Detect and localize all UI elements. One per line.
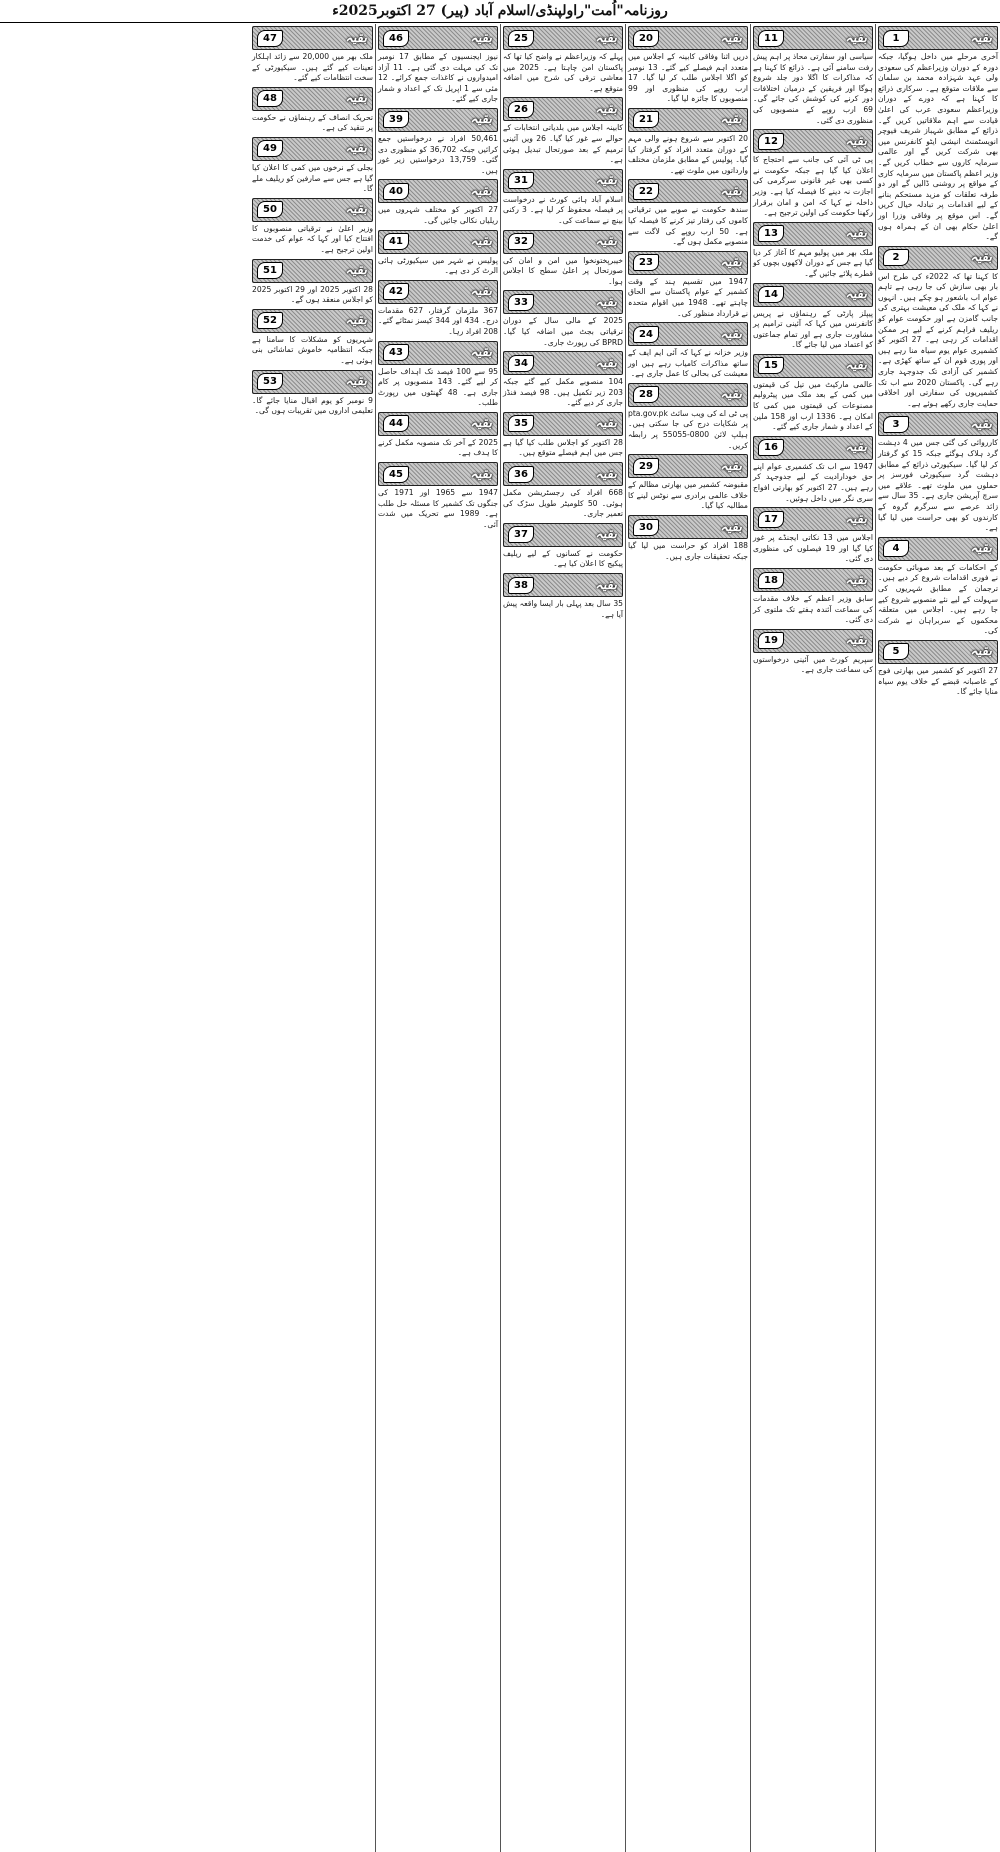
continuation-number: 42 [383, 283, 409, 300]
continuation-banner [753, 222, 873, 246]
article-body: حکومت نے کسانوں کے لیے ریلیف پیکیج کا اعلان کیا ہے۔ [503, 548, 623, 569]
continuation-section [628, 26, 748, 105]
article-body: 188 افراد کو حراست میں لیا گیا جبکہ تحقیقات جاری ہیں۔ [628, 541, 748, 561]
continuation-label: بقیہ [344, 374, 370, 389]
article-body: 28 اکتوبر 2025 اور 29 اکتوبر 2025 کو اجلاس منعقد ہوں گے۔ [252, 284, 374, 305]
continuation-number: 33 [508, 294, 534, 311]
continuation-label: بقیہ [719, 112, 745, 128]
article-body: مقبوضہ کشمیر میں بھارتی مظالم کے خلاف عالمی برادری سے نوٹس لینے کا مطالبہ کیا گیا۔ [628, 480, 748, 511]
column-3 [625, 24, 750, 1852]
continuation-section [503, 169, 623, 227]
continuation-number: 15 [758, 357, 784, 374]
continuation-label: بقیہ [719, 519, 745, 535]
continuation-number: 16 [758, 439, 784, 456]
continuation-number: 29 [633, 458, 659, 475]
continuation-section [878, 412, 998, 533]
article-body: تحریک انصاف کے رہنماؤں نے حکومت پر تنقید کی ہے۔ [252, 112, 373, 133]
continuation-banner [628, 515, 748, 539]
column-1 [875, 24, 1000, 1852]
continuation-label: بقیہ [469, 345, 495, 360]
continuation-number: 37 [508, 526, 534, 543]
continuation-section [628, 108, 748, 176]
continuation-section [378, 230, 498, 277]
continuation-label: بقیہ [594, 30, 620, 46]
continuation-number: 38 [508, 577, 534, 594]
continuation-section [628, 251, 748, 319]
continuation-label: بقیہ [844, 133, 870, 149]
continuation-number: 50 [257, 201, 283, 218]
newspaper-page [0, 24, 1000, 1852]
continuation-banner [878, 640, 998, 664]
continuation-banner [378, 26, 498, 50]
column-4 [500, 24, 625, 1852]
continuation-banner [378, 341, 498, 365]
continuation-section [628, 179, 748, 247]
continuation-number: 5 [883, 643, 909, 660]
continuation-label: بقیہ [469, 30, 495, 46]
continuation-label: بقیہ [469, 183, 495, 199]
article-body: ملک بھر میں 20,000 سے زائد اہلکار تعینات کیے گئے ہیں۔ سیکیورٹی کے سخت انتظامات کیے گئے۔ [252, 52, 373, 83]
continuation-number: 40 [383, 183, 409, 200]
continuation-banner [878, 412, 998, 436]
continuation-banner [378, 230, 498, 254]
continuation-section [378, 179, 498, 226]
continuation-banner [503, 351, 623, 375]
continuation-section [252, 370, 373, 417]
continuation-section [503, 230, 623, 288]
continuation-banner [503, 290, 623, 314]
continuation-banner [753, 568, 873, 592]
continuation-banner [252, 309, 373, 333]
continuation-number: 53 [257, 373, 283, 390]
continuation-number: 24 [633, 326, 659, 343]
continuation-banner [252, 370, 373, 394]
continuation-number: 30 [633, 519, 659, 536]
continuation-section [252, 259, 373, 306]
continuation-number: 22 [633, 183, 659, 200]
continuation-section [628, 322, 748, 380]
article-body: اجلاس میں 13 نکاتی ایجنڈے پر غور کیا گیا اور 19 فیصلوں کی منظوری دی گئی۔ [753, 533, 873, 564]
article-body: کابینہ اجلاس میں بلدیاتی انتخابات کے حوالے سے غور کیا گیا۔ 26 ویں آئینی ترمیم کے بعد صورتحال تبدیل ہوئی ہے۔ [503, 123, 623, 165]
article-body: سندھ حکومت نے صوبے میں ترقیاتی کاموں کی رفتار تیز کرنے کا فیصلہ کیا ہے۔ 50 ارب روپے کی لاگت سے منصوبے مکمل ہوں گے۔ [628, 205, 748, 247]
continuation-number: 21 [633, 111, 659, 128]
continuation-section [878, 26, 998, 243]
continuation-number: 49 [257, 140, 283, 157]
continuation-label: بقیہ [469, 466, 495, 482]
continuation-label: بقیہ [469, 416, 495, 432]
continuation-number: 12 [758, 133, 784, 150]
article-body: وزیر خزانہ نے کہا کہ آئی ایم ایف کے ساتھ مذاکرات کامیاب رہے ہیں اور معیشت کی بحالی کا عمل جاری ہے۔ [628, 348, 748, 379]
article-body: 1947 سے 1965 اور 1971 کی جنگوں تک کشمیر کا مسئلہ حل طلب ہے۔ 1989 سے تحریک میں شدت آئی۔ [378, 488, 499, 529]
continuation-number: 39 [383, 111, 409, 128]
article-body: 27 اکتوبر کو کشمیر میں بھارتی فوج کے غاصبانہ قبضے کے خلاف یوم سیاہ منایا جائے گا۔ [878, 665, 998, 697]
article-body: پہلے کہ وزیراعظم نے واضح کیا تھا کہ پاکستان امن چاہتا ہے۔ 2025 میں معاشی ترقی کی شرح میں اضافہ متوقع ہے۔ [503, 52, 623, 93]
article-body: پولیس نے شہر میں سیکیورٹی ہائی الرٹ کر دی ہے۔ [378, 255, 498, 276]
article-body: کارروائی کی گئی جس میں 4 دہشت گرد ہلاک ہوگئے جبکہ 15 کو گرفتار کر لیا گیا۔ سیکیورٹی ذرائع کے مطابق دہشت گرد سیکیورٹی فورسز پر حملوں میں ملوث تھے۔ علاقے میں سرچ آپریشن جاری ہے۔ 35 سال سے زائد عرصے سے سرگرم گروہ کے کارندوں کو بھی حراست میں لیا گیا ہے۔ [878, 438, 999, 533]
article-body: نیوز ایجنسیوں کے مطابق 17 نومبر تک کی مہلت دی گئی ہے۔ 11 آزاد امیدواروں نے کاغذات جمع کرائے۔ 12 مئی سے 1 اپریل تک کے اعداد و شمار جاری کیے گئے۔ [378, 52, 499, 104]
continuation-banner [753, 129, 873, 153]
continuation-label: بقیہ [719, 183, 745, 199]
article-body: 35 سال بعد پہلی بار ایسا واقعہ پیش آیا ہے۔ [503, 599, 623, 619]
continuation-section [252, 137, 373, 195]
continuation-number: 51 [257, 262, 283, 279]
continuation-section [878, 537, 998, 637]
continuation-section [878, 640, 998, 698]
continuation-label: بقیہ [844, 226, 870, 242]
continuation-label: بقیہ [844, 511, 870, 527]
continuation-section [252, 198, 373, 256]
continuation-label: بقیہ [344, 141, 370, 157]
continuation-label: بقیہ [844, 572, 870, 588]
continuation-number: 43 [383, 344, 409, 361]
continuation-number: 44 [383, 415, 409, 432]
article-body: اسلام آباد ہائی کورٹ نے درخواست پر فیصلہ محفوظ کر لیا ہے۔ 3 رکنی بینچ نے سماعت کی۔ [503, 194, 623, 225]
continuation-number: 32 [508, 233, 534, 250]
continuation-label: بقیہ [594, 294, 620, 310]
continuation-label: بقیہ [344, 313, 370, 329]
continuation-number: 34 [508, 355, 534, 372]
continuation-banner [753, 507, 873, 531]
continuation-label: بقیہ [844, 440, 870, 456]
continuation-number: 2 [883, 249, 909, 266]
continuation-banner [252, 198, 373, 222]
continuation-banner [252, 259, 373, 283]
article-body: پی ٹی اے کی ویب سائٹ pta.gov.pk پر شکایات درج کی جا سکتی ہیں۔ ہیلپ لائن 0800-55055 پر رابطہ کریں۔ [628, 408, 748, 450]
continuation-banner [628, 26, 748, 50]
continuation-label: بقیہ [969, 644, 995, 660]
continuation-number: 20 [633, 30, 659, 47]
continuation-section [753, 26, 873, 126]
article-body: 50,461 افراد نے درخواستیں جمع کرائیں جبکہ 36,702 کو منظوری دی گئی۔ 13,759 درخواستیں زیر غور ہیں۔ [378, 133, 498, 175]
continuation-number: 35 [508, 415, 534, 432]
continuation-banner [503, 412, 623, 436]
article-body: 2025 کے آخر تک منصوبہ مکمل کرنے کا ہدف ہے۔ [378, 437, 498, 458]
continuation-banner [753, 436, 873, 460]
article-body: 95 سے 100 فیصد تک اہداف حاصل کر لیے گئے۔ 143 منصوبوں پر کام جاری ہے۔ 48 گھنٹوں میں رپورٹ طلب۔ [378, 366, 499, 408]
continuation-label: بقیہ [844, 358, 870, 374]
masthead-dateline: روزنامہ"اُمت"راولپنڈی/اسلام آباد (پیر) 27 اکتوبر2025ء [0, 0, 1000, 23]
continuation-banner [378, 108, 498, 132]
continuation-label: بقیہ [469, 234, 495, 250]
continuation-section [503, 351, 623, 409]
article-body: 367 ملزمان گرفتار، 627 مقدمات درج۔ 434 اور 344 کیسز نمٹائے گئے۔ 208 افراد رہا۔ [378, 305, 498, 336]
continuation-label: بقیہ [344, 30, 370, 46]
continuation-banner [378, 280, 498, 304]
continuation-number: 1 [883, 30, 909, 47]
continuation-banner [878, 26, 998, 50]
continuation-number: 45 [383, 466, 409, 483]
continuation-number: 48 [257, 90, 283, 107]
continuation-section [753, 129, 873, 219]
article-body: وزیر اعلیٰ نے ترقیاتی منصوبوں کا افتتاح کیا اور کہا کہ عوام کی خدمت اولین ترجیح ہے۔ [252, 223, 373, 254]
continuation-banner [628, 322, 748, 346]
continuation-number: 47 [257, 30, 283, 47]
continuation-section [252, 309, 373, 367]
continuation-banner [252, 87, 373, 111]
continuation-banner [753, 26, 873, 50]
continuation-section [378, 280, 498, 338]
continuation-section [753, 222, 873, 280]
continuation-number: 13 [758, 225, 784, 242]
continuation-label: بقیہ [594, 234, 620, 250]
continuation-section [753, 568, 873, 626]
continuation-section [753, 283, 873, 351]
continuation-label: بقیہ [594, 101, 620, 117]
article-body: 1947 سے اب تک کشمیری عوام اپنے حق خودارادیت کے لیے جدوجہد کر رہے ہیں۔ 27 اکتوبر کو بھارتی افواج سری نگر میں داخل ہوئیں۔ [753, 461, 873, 503]
continuation-label: بقیہ [344, 202, 370, 218]
continuation-section [503, 97, 623, 165]
continuation-label: بقیہ [594, 527, 620, 543]
continuation-banner [628, 251, 748, 275]
continuation-label: بقیہ [594, 577, 620, 593]
article-body: 104 منصوبے مکمل کیے گئے جبکہ 203 زیر تکمیل ہیں۔ 98 فیصد فنڈز جاری کر دیے گئے۔ [503, 377, 623, 408]
continuation-section [753, 629, 873, 676]
continuation-banner [503, 169, 623, 193]
continuation-label: بقیہ [594, 355, 620, 371]
continuation-number: 23 [633, 254, 659, 271]
continuation-banner [503, 230, 623, 254]
continuation-label: بقیہ [719, 458, 745, 474]
article-body: 27 اکتوبر کو مختلف شہروں میں ریلیاں نکالی جائیں گی۔ [378, 205, 498, 225]
column-6 [250, 24, 375, 1852]
continuation-number: 26 [508, 101, 534, 118]
continuation-number: 3 [883, 416, 909, 433]
continuation-label: بقیہ [469, 284, 495, 300]
continuation-banner [753, 283, 873, 307]
continuation-number: 17 [758, 511, 784, 528]
article-body: دریں اثنا وفاقی کابینہ کے اجلاس میں متعدد اہم فیصلے کیے گئے۔ 13 نومبر کو اگلا اجلاس طلب کر لیا گیا۔ 17 ارب روپے کی منظوری اور 99 منصوبوں کا جائزہ لیا گیا۔ [628, 52, 748, 104]
column-2 [750, 24, 875, 1852]
continuation-section [503, 412, 623, 459]
continuation-banner [503, 462, 623, 486]
continuation-banner [878, 537, 998, 561]
article-body: خیبرپختونخوا میں امن و امان کی صورتحال پر اعلیٰ سطح کا اجلاس ہوا۔ [503, 255, 623, 286]
continuation-banner [628, 179, 748, 203]
continuation-banner [503, 573, 623, 597]
article-body: 1947 میں تقسیم ہند کے وقت کشمیر کے عوام پاکستان سے الحاق چاہتے تھے۔ 1948 میں اقوام متحدہ نے قرارداد منظور کی۔ [628, 276, 748, 318]
continuation-number: 31 [508, 172, 534, 189]
column-5 [375, 24, 500, 1852]
article-body: عالمی مارکیٹ میں تیل کی قیمتوں میں کمی کے بعد ملک میں پیٹرولیم مصنوعات کی قیمتوں میں کمی کا امکان ہے۔ 1336 ارب اور 158 ملین کے اعداد و شمار جاری کیے گئے۔ [753, 379, 873, 432]
continuation-banner [628, 108, 748, 132]
article-body: 668 افراد کی رجسٹریشن مکمل ہوئی۔ 50 کلومیٹر طویل سڑک کی تعمیر جاری۔ [503, 488, 623, 519]
continuation-number: 36 [508, 466, 534, 483]
continuation-label: بقیہ [469, 112, 495, 128]
continuation-label: بقیہ [594, 416, 620, 432]
continuation-label: بقیہ [719, 387, 745, 403]
continuation-number: 14 [758, 286, 784, 303]
continuation-banner [753, 629, 873, 653]
continuation-section [753, 507, 873, 565]
article-body: شہریوں کو مشکلات کا سامنا ہے جبکہ انتظامیہ خاموش تماشائی بنی ہوئی ہے۔ [252, 334, 373, 365]
continuation-banner [878, 246, 998, 270]
continuation-banner [628, 454, 748, 478]
continuation-banner [503, 97, 623, 121]
continuation-banner [503, 26, 623, 50]
continuation-label: بقیہ [344, 91, 370, 107]
continuation-label: بقیہ [969, 30, 995, 46]
continuation-section [503, 26, 623, 94]
article-body: کے احکامات کے بعد صوبائی حکومت نے فوری اقدامات شروع کر دیے ہیں۔ ترجمان کے مطابق شہریوں کی سہولت کے لیے نئے منصوبے شروع کیے جا رہے ہیں۔ اجلاس میں متعلقہ محکموں کے سربراہان نے شرکت کی۔ [878, 562, 998, 636]
continuation-section [378, 26, 498, 105]
article-body: 28 اکتوبر کو اجلاس طلب کیا گیا ہے جس میں اہم فیصلے متوقع ہیں۔ [503, 437, 623, 458]
article-body: سپریم کورٹ میں آئینی درخواستوں کی سماعت جاری ہے۔ [753, 654, 873, 675]
continuation-section [503, 573, 623, 620]
continuation-section [378, 412, 498, 459]
continuation-number: 41 [383, 233, 409, 250]
article-body: ملک بھر میں پولیو مہم کا آغاز کر دیا گیا ہے جس کے دوران لاکھوں بچوں کو قطرے پلائے جائیں گے۔ [753, 247, 873, 278]
article-body: سابق وزیر اعظم کے خلاف مقدمات کی سماعت آئندہ ہفتے تک ملتوی کر دی گئی۔ [753, 594, 873, 625]
continuation-label: بقیہ [344, 263, 370, 279]
continuation-section [878, 246, 998, 410]
continuation-section [503, 290, 623, 348]
continuation-section [753, 436, 873, 504]
continuation-label: بقیہ [844, 633, 870, 649]
continuation-label: بقیہ [719, 255, 745, 271]
continuation-label: بقیہ [719, 30, 745, 46]
continuation-banner [628, 383, 748, 407]
continuation-number: 18 [758, 572, 784, 589]
continuation-section [252, 87, 373, 134]
article-body: 20 اکتوبر سے شروع ہونے والی مہم کے دوران متعدد افراد کو گرفتار کیا گیا۔ پولیس کے مطابق ملزمان مختلف وارداتوں میں ملوث تھے۔ [628, 133, 748, 175]
continuation-section [503, 462, 623, 520]
continuation-label: بقیہ [969, 250, 995, 266]
continuation-banner [753, 354, 873, 378]
article-body: 2025 کے مالی سال کے دوران ترقیاتی بجٹ میں اضافہ کیا گیا۔ BPRD کی رپورٹ جاری۔ [503, 316, 623, 347]
continuation-section [378, 341, 498, 409]
continuation-section [628, 515, 748, 562]
continuation-label: بقیہ [594, 173, 620, 189]
continuation-label: بقیہ [969, 416, 995, 432]
article-body: پیپلز پارٹی کے رہنماؤں نے پریس کانفرنس میں کہا کہ آئینی ترامیم پر مشاورت جاری ہے اور تمام جماعتوں کو اعتماد میں لیا جائے گا۔ [753, 308, 873, 350]
continuation-number: 11 [758, 30, 784, 47]
continuation-number: 4 [883, 540, 909, 557]
continuation-label: بقیہ [844, 287, 870, 302]
continuation-label: بقیہ [594, 466, 620, 482]
article-body: 9 نومبر کو یوم اقبال منایا جائے گا۔ تعلیمی اداروں میں تقریبات ہوں گی۔ [252, 395, 373, 416]
continuation-number: 46 [383, 30, 409, 47]
continuation-section [378, 462, 498, 530]
article-body: پی ٹی آئی کی جانب سے احتجاج کا اعلان کیا گیا ہے جبکہ حکومت نے کسی بھی غیر قانونی سرگرمی کی اجازت نہ دینے کا فیصلہ کیا ہے۔ وزیر داخلہ نے کہا کہ امن و امان برقرار رکھنا حکومت کی اولین ترجیح ہے۔ [753, 155, 873, 218]
continuation-banner [252, 26, 373, 50]
article-body: بجلی کے نرخوں میں کمی کا اعلان کیا گیا ہے جس سے صارفین کو ریلیف ملے گا۔ [252, 162, 373, 194]
article-body: آخری مرحلے میں داخل ہوگیا، جبکہ دورہ کے دوران وزیراعظم کی سعودی ولی عہد شہزادہ محمد بن سلمان سے ملاقات متوقع ہے۔ سرکاری ذرائع کا کہنا ہے کہ دورے کے دوران وزیراعظم سعودی عرب کی اعلیٰ قیادت سے اہم ملاقاتیں کریں گے۔ ذرائع کے مطابق شہباز شریف فیوچر انویسٹمنٹ انیشی ایٹو کانفرنس میں بھی شرکت کریں گے اور عالمی سرمایہ کاروں سے خطاب کریں گے۔ وزیر اعظم پاکستان میں سرمایہ کاری کے مواقع پر روشنی ڈالیں گے اور دو طرفہ تعلقات کو مزید مستحکم بنانے کے لیے اقدامات پر تبادلہ خیال کریں گے۔ اس موقع پر وفاقی وزرا اور اعلیٰ حکام بھی ان کے ہمراہ ہوں گے۔ [878, 52, 998, 242]
continuation-section [753, 354, 873, 433]
continuation-number: 28 [633, 386, 659, 403]
continuation-section [378, 108, 498, 176]
continuation-banner [378, 462, 498, 486]
continuation-section [252, 26, 373, 84]
continuation-section [628, 383, 748, 451]
continuation-number: 25 [508, 30, 534, 47]
continuation-banner [503, 523, 623, 547]
continuation-section [503, 523, 623, 570]
continuation-banner [378, 412, 498, 436]
article-body: سیاسی اور سفارتی محاذ پر اہم پیش رفت سامنے آئی ہے۔ ذرائع کا کہنا ہے کہ مذاکرات کا اگلا دور جلد شروع ہوگا اور فریقین کے درمیان اختلافات دور کرنے کی کوشش کی جائے گی۔ 69 ارب روپے کے منصوبوں کی منظوری دی گئی۔ [753, 52, 873, 125]
continuation-section [628, 454, 748, 512]
continuation-label: بقیہ [719, 326, 745, 342]
continuation-banner [252, 137, 373, 161]
continuation-number: 52 [257, 312, 283, 329]
continuation-number: 19 [758, 632, 784, 649]
continuation-banner [378, 179, 498, 203]
article-body: کا کہنا تھا کہ 2022ء کی طرح اس بار بھی سازش کی جا رہی ہے تاہم عوام اب باشعور ہو چکے ہیں۔ انہوں نے کہا کہ ملک کی معیشت بہتری کی جانب گامزن ہے اور حکومت عوام کو ریلیف فراہم کرنے کے لیے ہر ممکن اقدامات کر رہی ہے۔ 27 اکتوبر کو کشمیری عوام یوم سیاہ منا رہے ہیں اور پوری قوم ان کے ساتھ کھڑی ہے۔ کشمیر کی آزادی تک جدوجہد جاری رہے گی۔ پاکستان 2020 سے اب تک کشمیریوں کی سفارتی اور اخلاقی حمایت جاری رکھے ہوئے ہے۔ [878, 271, 999, 408]
continuation-label: بقیہ [969, 541, 995, 557]
continuation-label: بقیہ [844, 30, 870, 46]
